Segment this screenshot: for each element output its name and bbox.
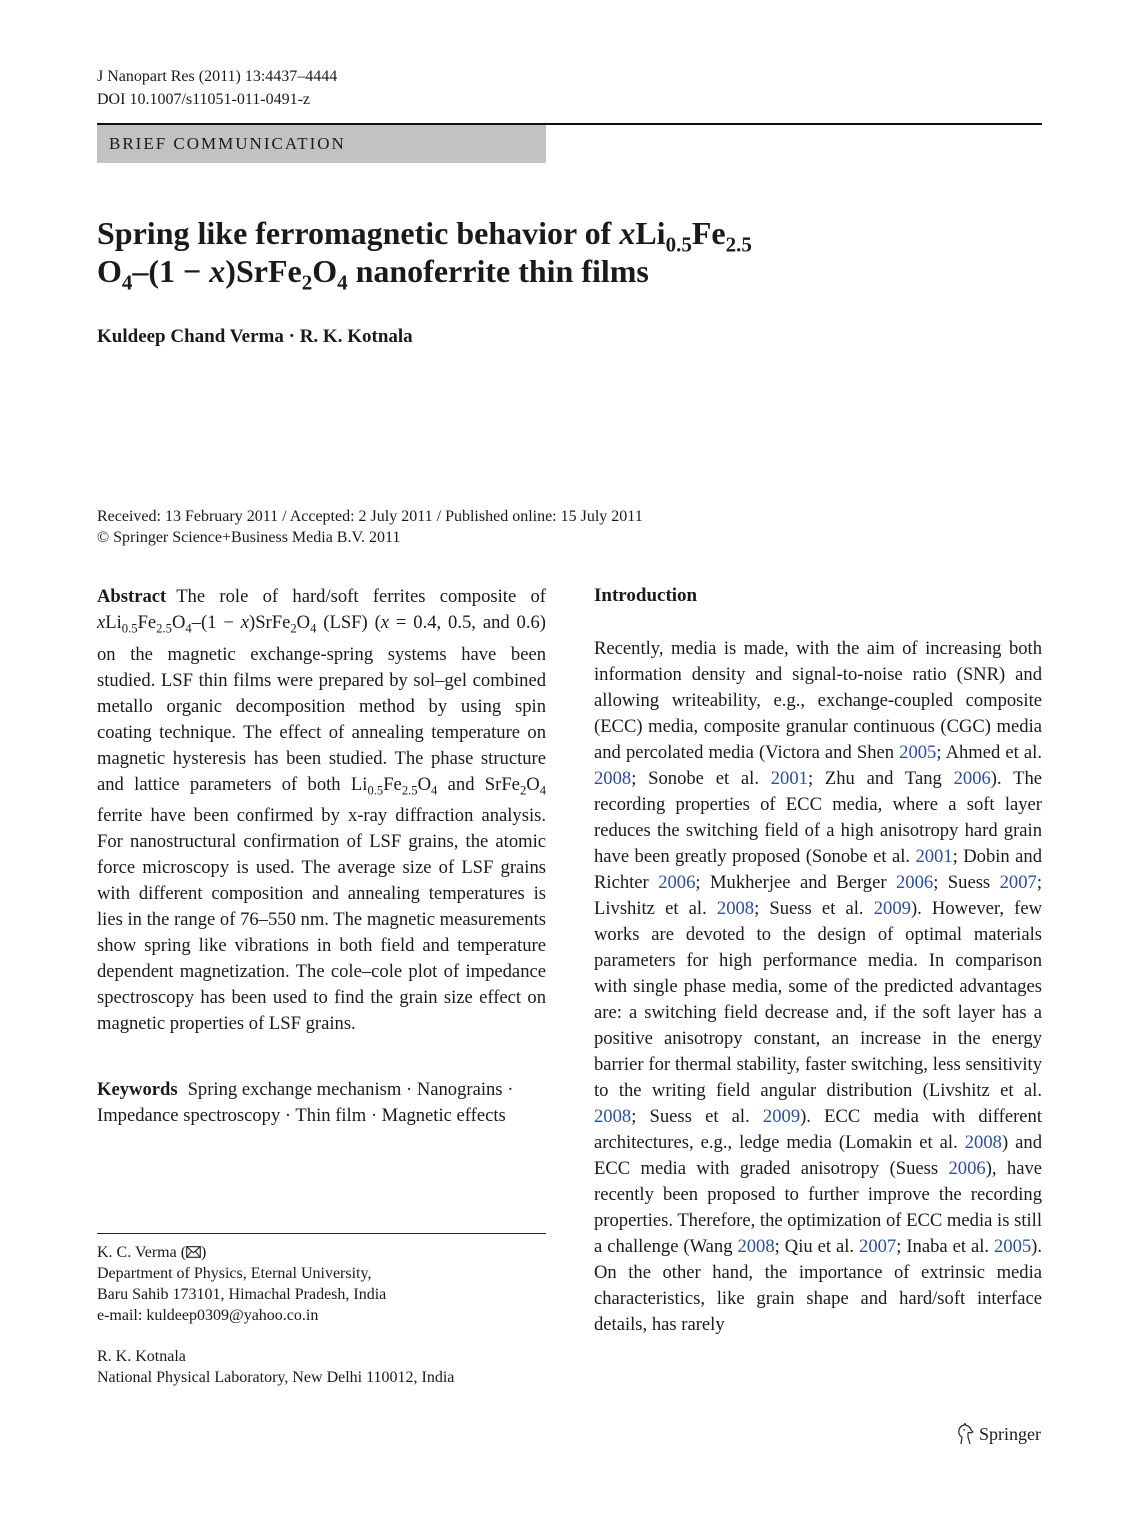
citation-link[interactable]: 2008 <box>594 768 632 789</box>
footnote-rule <box>97 1233 546 1234</box>
affiliation-kotnala: R. K. Kotnala National Physical Laboratory, New Delhi 110012, India <box>97 1348 455 1386</box>
citation-link[interactable]: 2008 <box>716 898 755 919</box>
doi: DOI 10.1007/s11051-011-0491-z <box>97 91 311 108</box>
citation-link[interactable]: 2001 <box>915 846 953 867</box>
email-link[interactable]: e-mail: kuldeep0309@yahoo.co.in <box>97 1307 319 1324</box>
publication-dates: Received: 13 February 2011 / Accepted: 2 July 2011 / Published online: 15 July 2011 <box>97 508 643 525</box>
citation-link[interactable]: 2008 <box>737 1236 775 1257</box>
citation-link[interactable]: 2009 <box>873 898 911 919</box>
author-list: Kuldeep Chand Verma · R. K. Kotnala <box>97 326 413 347</box>
citation-link[interactable]: 2006 <box>953 768 991 789</box>
section-heading-introduction: Introduction <box>594 585 698 606</box>
abstract: Abstract The role of hard/soft ferrites composite of $xLi_{0.5}Fe_{2.5}O_4-(1$ − $x)SrFe_2O_4$ (LSF) (x = 0.4, 0.5, and 0.6) on the magnetic exchange-spring systems have been studied. LSF thin films were prepared by sol–gel combined metallo organic decomposition method by using spin coating technique. The effect of annealing temperature on magnetic hysteresis has been studied. The phase structure and lattice parameters of both $Li_{0.5}Fe_{2.5}O_4$ and $SrFe_2O_4$ ferrite have been confirmed by x-ray diffraction analysis. For nanostructural confirmation of LSF grains, the atomic force microscopy is used. The average size of LSF grains with different composition and annealing temperatures is lies in the range of 76–550 nm. The magnetic measurements show spring like vibrations in both field and temperature dependent magnetization. The cole–cole plot of impedance spectroscopy has been used to find the grain size effect on magnetic properties of LSF grains. <box>97 586 546 1035</box>
abstract-label: Abstract <box>97 586 167 607</box>
publisher-name: Springer <box>979 1423 1041 1444</box>
citation-link[interactable]: 2008 <box>964 1132 1002 1153</box>
citation-link[interactable]: 2006 <box>658 872 696 893</box>
copyright-notice: © Springer Science+Business Media B.V. 2011 <box>97 529 401 546</box>
citation-link[interactable]: 2008 <box>594 1106 632 1127</box>
envelope-icon <box>186 1246 201 1258</box>
introduction-text: Recently, media is made, with the aim of increasing both information density and signal-to-noise ratio (SNR) and allowing writeability, e.g., exchange-coupled composite (ECC) media, composite granular continuous (CGC) media and percolated media (Victora and Shen 2005; Ahmed et al. 2008; Sonobe et al. 2001; Zhu and Tang 2006). The recording properties of ECC media, where a soft layer reduces the switching field of a high anisotropy hard grain have been greatly proposed (Sonobe et al. 2001; Dobin and Richter 2006; Mukherjee and Berger 2006; Suess 2007; Livshitz et al. 2008; Suess et al. 2009). However, few works are devoted to the design of optimal materials parameters for high performance media. In comparison with single phase media, some of the predicted advantages are: a switching field decrease and, if the soft layer has a positive anisotropy constant, an increase in the energy barrier for thermal stability, faster switching, less sensitivity to the writing field angular distribution (Livshitz et al. 2008; Suess et al. 2009). ECC media with different architectures, e.g., ledge media (Lomakin et al. 2008) and ECC media with graded anisotropy (Suess 2006), have recently been proposed to further improve the recording properties. Therefore, the optimization of ECC media is still a challenge (Wang 2008; Qiu et al. 2007; Inaba et al. 2005). On the other hand, the importance of extrinsic media characteristics, like grain shape and hard/soft interface details, has rarely <box>594 638 1043 1335</box>
citation-link[interactable]: 2007 <box>999 872 1037 893</box>
keywords: Keywords Spring exchange mechanism · Nanograins · Impedance spectroscopy · Thin film · Magnetic effects <box>97 1079 514 1126</box>
article-category-banner: BRIEF COMMUNICATION <box>97 125 546 163</box>
article-title: Spring like ferromagnetic behavior of $xLi_{0.5}Fe_{2.5}$ $O_4-(1$ − $x)SrFe_2O_4$ nanoferrite thin films <box>97 215 752 295</box>
citation-link[interactable]: 2009 <box>762 1106 801 1127</box>
journal-reference: J Nanopart Res (2011) 13:4437–4444 <box>97 68 338 85</box>
citation-link[interactable]: 2006 <box>896 872 934 893</box>
keywords-label: Keywords <box>97 1079 178 1100</box>
affiliation-verma: K. C. Verma ( ) Department of Physics, Eternal University, Baru Sahib 173101, Himachal Pradesh, India e-mail: kuldeep0309@yahoo.co.in <box>97 1244 387 1324</box>
publisher-logo <box>955 1423 1041 1445</box>
citation-link[interactable]: 2007 <box>859 1236 897 1257</box>
citation-link[interactable]: 2006 <box>948 1158 986 1179</box>
citation-link[interactable]: 2001 <box>770 768 808 789</box>
citation-link[interactable]: 2005 <box>899 742 937 763</box>
springer-horse-icon <box>955 1423 975 1445</box>
citation-link[interactable]: 2005 <box>993 1236 1032 1257</box>
